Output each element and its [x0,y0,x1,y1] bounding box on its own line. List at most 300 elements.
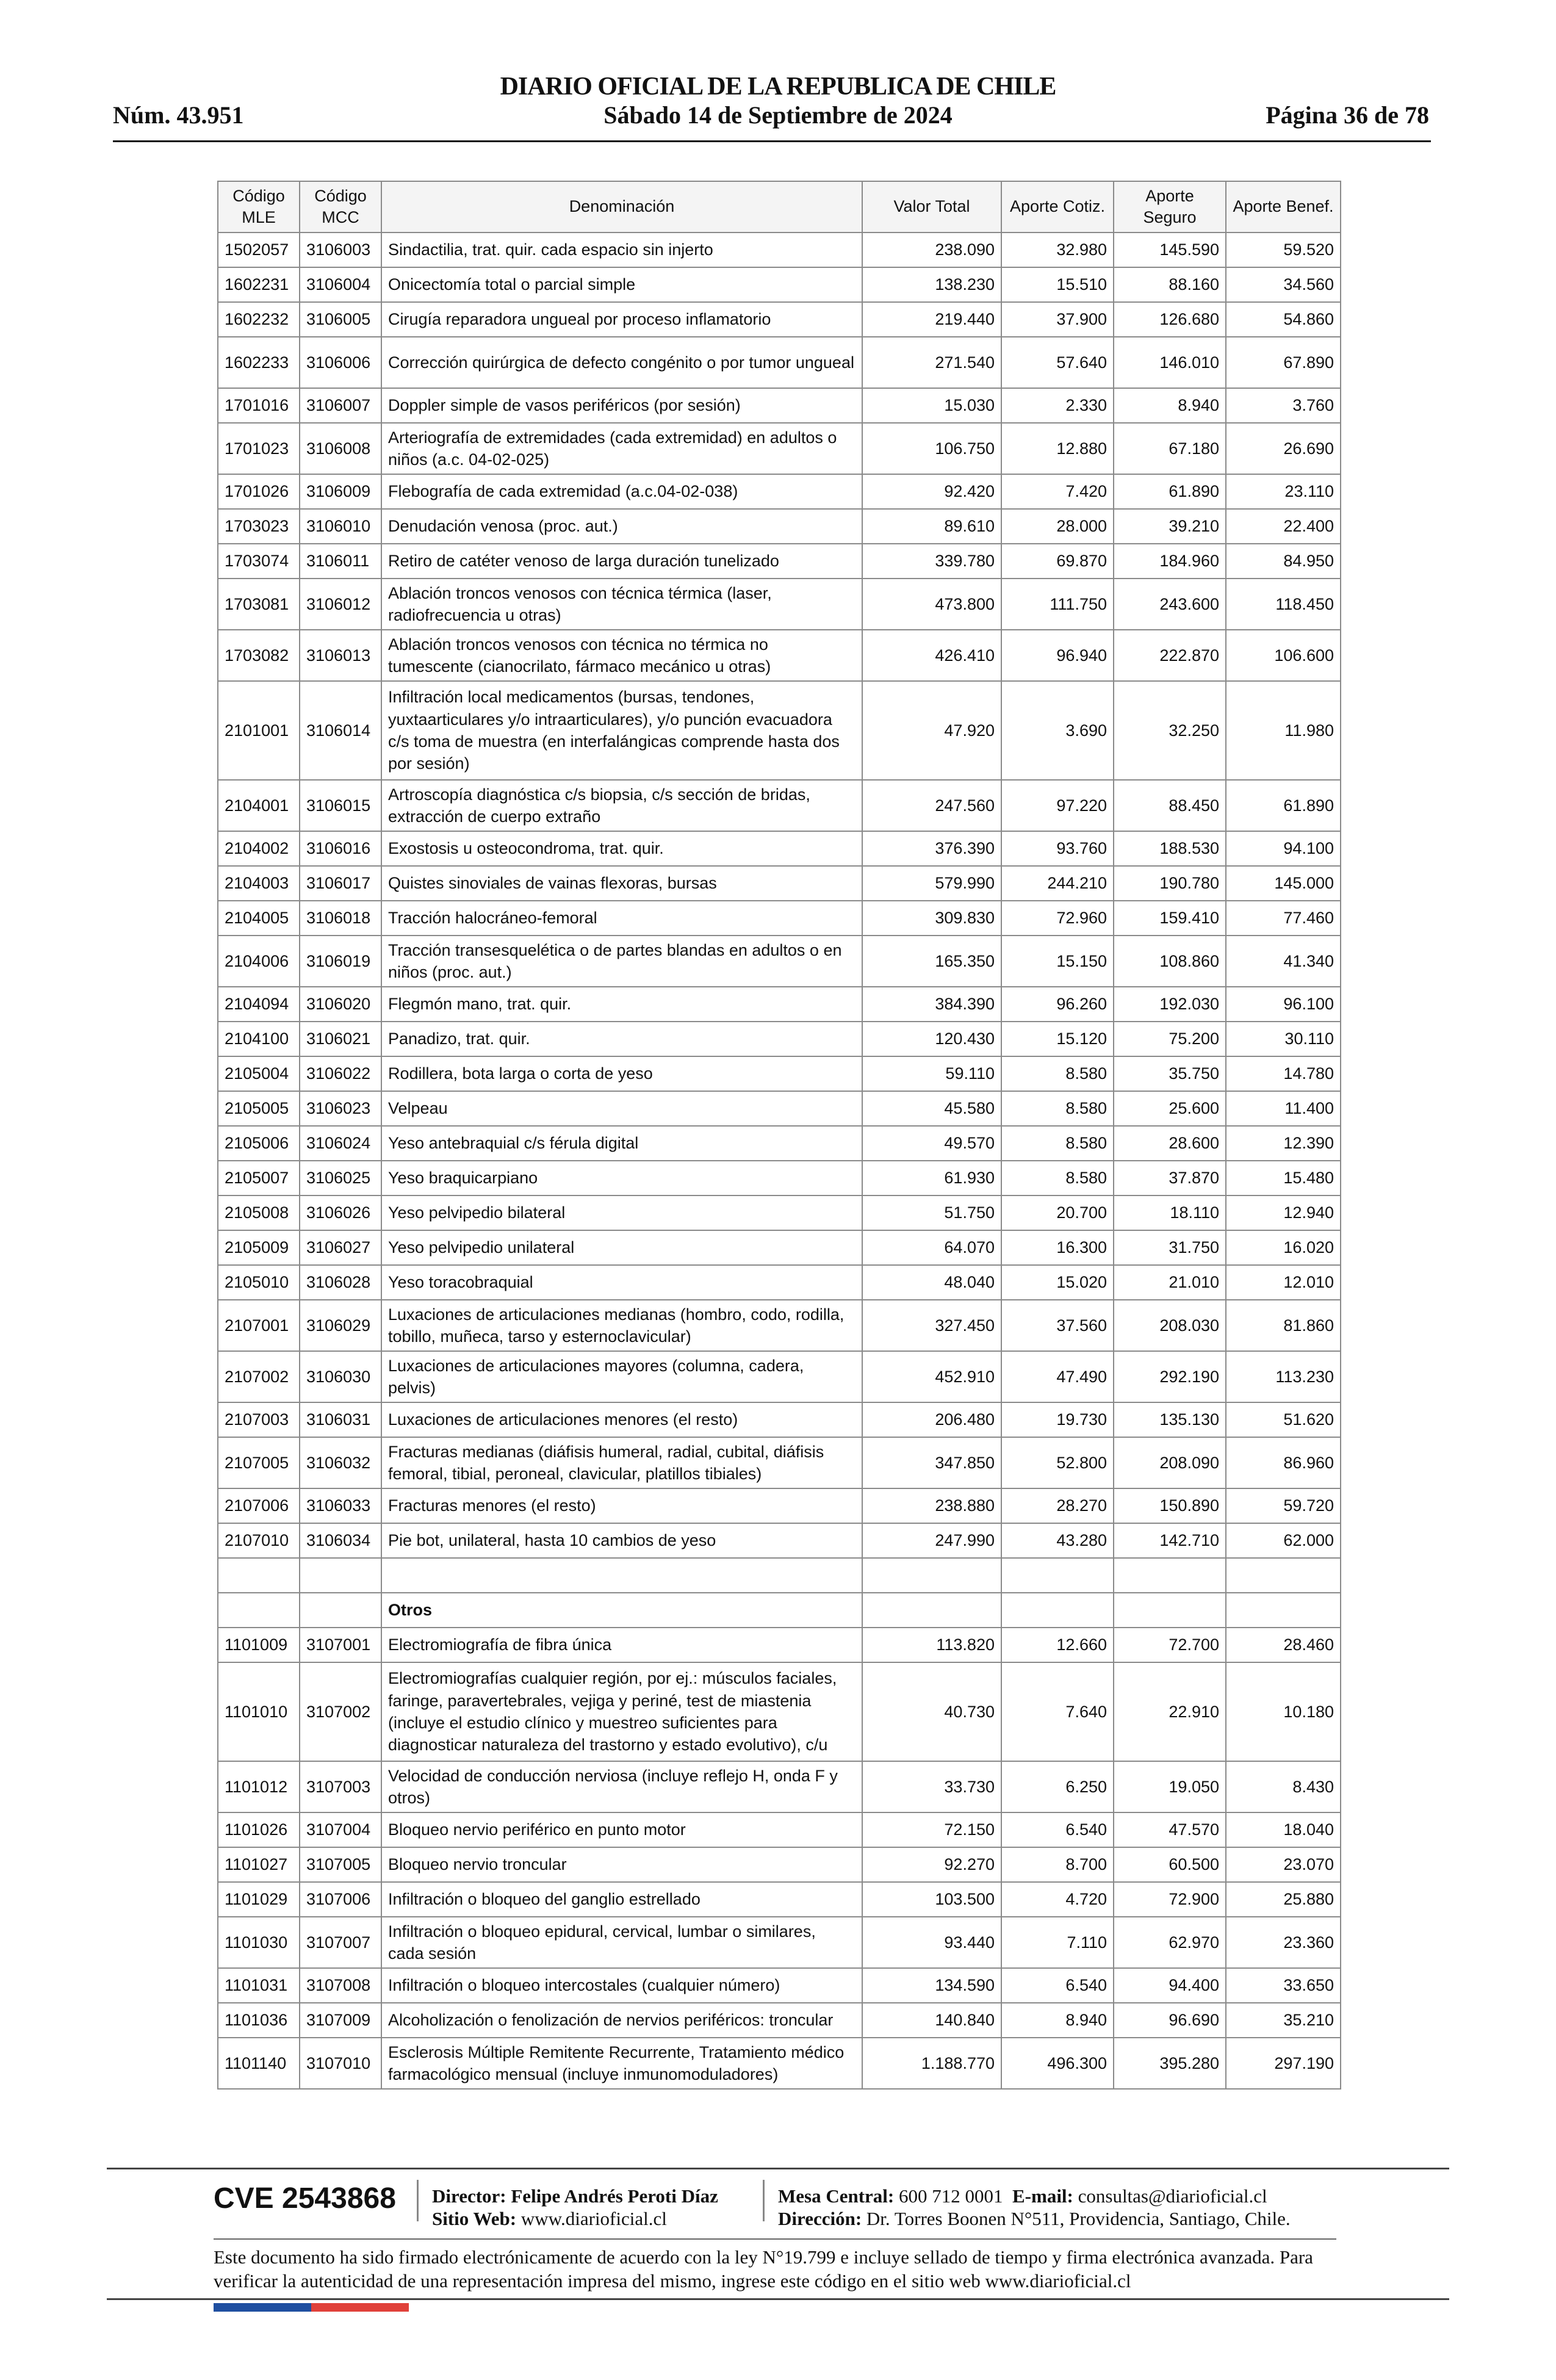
cell-benef: 106.600 [1226,630,1341,681]
cell-denomination: Pie bot, unilateral, hasta 10 cambios de yeso [381,1523,862,1558]
cell-cotiz: 8.940 [1001,2003,1114,2038]
cell-cotiz: 16.300 [1001,1230,1114,1265]
cell-denomination: Ablación troncos venosos con técnica térmica (laser, radiofrecuencia u otras) [381,579,862,630]
table-row [218,2003,1341,2038]
cell-cotiz: 6.250 [1001,1761,1114,1812]
cell-code-mle: 2105004 [218,1056,300,1091]
cell-denomination: Infiltración o bloqueo intercostales (cualquier número) [381,1968,862,2003]
cell-benef: 59.520 [1226,233,1341,267]
table-row [218,544,1341,579]
cell-seguro: 37.870 [1114,1161,1226,1195]
cell-seguro: 8.940 [1114,388,1226,423]
cell-code-mle: 2107003 [218,1402,300,1437]
cell-total: 61.930 [862,1161,1001,1195]
cell-denomination: Yeso braquicarpiano [381,1161,862,1195]
cell-seguro: 146.010 [1114,337,1226,388]
footer-director-block [432,2185,718,2230]
table-row [218,1662,1341,1761]
cell-code-mcc: 3106026 [300,1195,381,1230]
cell-total: 473.800 [862,579,1001,630]
table-row [218,1847,1341,1882]
col-header-cotiz: Aporte Cotiz. [1001,181,1114,233]
cell-denomination: Esclerosis Múltiple Remitente Recurrente, Tratamiento médico farmacológico mensual (incluye inmunomoduladores) [381,2038,862,2089]
cell-code-mcc: 3106013 [300,630,381,681]
cell-code-mle: 1101030 [218,1917,300,1968]
cell-seguro: 19.050 [1114,1761,1226,1812]
cell-total: 452.910 [862,1351,1001,1402]
cell-cotiz: 15.150 [1001,936,1114,987]
cell-denomination: Cirugía reparadora ungueal por proceso inflamatorio [381,302,862,337]
address-label: Dirección: [778,2208,862,2230]
cell-code-mcc [300,1558,381,1593]
cell-benef: 62.000 [1226,1523,1341,1558]
cell-denomination: Bloqueo nervio troncular [381,1847,862,1882]
cell-code-mle: 2104094 [218,987,300,1022]
table-row [218,1882,1341,1917]
cell-code-mcc: 3106009 [300,474,381,509]
footer-divider-bottom [107,2298,1449,2300]
cell-total: 106.750 [862,423,1001,474]
cell-total: 92.420 [862,474,1001,509]
cell-cotiz: 2.330 [1001,388,1114,423]
cell-code-mcc: 3106031 [300,1402,381,1437]
cell-total [862,1558,1001,1593]
cell-seguro: 39.210 [1114,509,1226,544]
cell-cotiz: 72.960 [1001,901,1114,936]
cell-seguro: 96.690 [1114,2003,1226,2038]
cell-cotiz: 7.640 [1001,1662,1114,1761]
cell-total: 327.450 [862,1300,1001,1351]
cell-denomination: Onicectomía total o parcial simple [381,267,862,302]
cell-code-mcc: 3107001 [300,1628,381,1662]
cell-code-mcc: 3107002 [300,1662,381,1761]
table-row [218,1091,1341,1126]
cell-benef: 51.620 [1226,1402,1341,1437]
cell-total: 219.440 [862,302,1001,337]
cell-code-mcc: 3106032 [300,1437,381,1488]
cell-denomination: Electromiografía de fibra única [381,1628,862,1662]
cell-seguro: 159.410 [1114,901,1226,936]
cell-denomination: Velpeau [381,1091,862,1126]
cell-benef: 113.230 [1226,1351,1341,1402]
cell-seguro: 72.900 [1114,1882,1226,1917]
cell-total: 138.230 [862,267,1001,302]
col-header-denomination: Denominación [381,181,862,233]
table-row [218,1437,1341,1488]
cell-seguro: 75.200 [1114,1022,1226,1056]
cell-code-mle: 2105007 [218,1161,300,1195]
table-row [218,866,1341,901]
table-row [218,423,1341,474]
cell-code-mcc: 3106016 [300,831,381,866]
cell-code-mle [218,1593,300,1628]
col-header-total: Valor Total [862,181,1001,233]
cell-code-mle: 1701016 [218,388,300,423]
cell-denomination [381,1558,862,1593]
cell-seguro: 145.590 [1114,233,1226,267]
email-label: E-mail: [1012,2185,1073,2207]
cell-denomination: Exostosis u osteocondroma, trat. quir. [381,831,862,866]
cell-benef [1226,1558,1341,1593]
table-row [218,1351,1341,1402]
cell-benef: 16.020 [1226,1230,1341,1265]
cell-benef: 23.360 [1226,1917,1341,1968]
cell-benef: 41.340 [1226,936,1341,987]
cell-code-mcc: 3107009 [300,2003,381,2038]
col-header-code-mcc: Código MCC [300,181,381,233]
cell-benef: 28.460 [1226,1628,1341,1662]
cell-code-mcc: 3106012 [300,579,381,630]
cell-code-mcc [300,1593,381,1628]
cell-benef: 118.450 [1226,579,1341,630]
footer-separator [763,2180,765,2221]
cell-denomination: Retiro de catéter venoso de larga duración tunelizado [381,544,862,579]
header-divider [113,140,1431,142]
cell-cotiz: 93.760 [1001,831,1114,866]
flag-stripe-blue [214,2303,311,2312]
cell-cotiz: 6.540 [1001,1812,1114,1847]
cell-denomination: Sindactilia, trat. quir. cada espacio sin injerto [381,233,862,267]
cell-denomination: Infiltración o bloqueo epidural, cervical, lumbar o similares, cada sesión [381,1917,862,1968]
table-row [218,1523,1341,1558]
cell-seguro: 208.090 [1114,1437,1226,1488]
cell-seguro: 62.970 [1114,1917,1226,1968]
cell-code-mcc: 3106021 [300,1022,381,1056]
cell-denomination: Corrección quirúrgica de defecto congénito o por tumor ungueal [381,337,862,388]
cell-seguro: 18.110 [1114,1195,1226,1230]
cell-denomination: Luxaciones de articulaciones menores (el resto) [381,1402,862,1437]
cell-total: 247.560 [862,780,1001,831]
flag-stripe-red [311,2303,409,2312]
cell-total: 47.920 [862,681,1001,780]
cell-benef: 23.070 [1226,1847,1341,1882]
cell-total: 206.480 [862,1402,1001,1437]
page-header [0,0,1556,146]
cell-cotiz: 28.270 [1001,1488,1114,1523]
cell-code-mle: 1101140 [218,2038,300,2089]
email-link[interactable]: consultas@diarioficial.cl [1078,2185,1267,2207]
footer-separator [417,2180,419,2221]
phone-label: Mesa Central: [778,2185,895,2207]
cell-seguro: 72.700 [1114,1628,1226,1662]
table-row [218,302,1341,337]
issue-number: Núm. 43.951 [113,101,244,129]
cell-total: 384.390 [862,987,1001,1022]
cell-total: 347.850 [862,1437,1001,1488]
cell-total: 140.840 [862,2003,1001,2038]
cell-code-mcc: 3107008 [300,1968,381,2003]
cell-denomination: Fracturas medianas (diáfisis humeral, radial, cubital, diáfisis femoral, tibial, peroneal, clavicular, platillos tibiales) [381,1437,862,1488]
issue-date: Sábado 14 de Septiembre de 2024 [603,101,953,129]
cell-seguro: 135.130 [1114,1402,1226,1437]
cell-cotiz: 37.900 [1001,302,1114,337]
cell-code-mle: 1602232 [218,302,300,337]
cell-code-mcc: 3106027 [300,1230,381,1265]
cell-cotiz: 57.640 [1001,337,1114,388]
table-row [218,1161,1341,1195]
cell-code-mcc: 3106008 [300,423,381,474]
cell-cotiz: 6.540 [1001,1968,1114,2003]
cell-code-mle: 2104003 [218,866,300,901]
table-row [218,1917,1341,1968]
cell-cotiz: 28.000 [1001,509,1114,544]
table-header-row [218,181,1341,233]
cell-denomination: Infiltración o bloqueo del ganglio estrellado [381,1882,862,1917]
cell-code-mle: 2107002 [218,1351,300,1402]
cell-cotiz: 7.110 [1001,1917,1114,1968]
cell-seguro: 94.400 [1114,1968,1226,2003]
cell-total: 238.880 [862,1488,1001,1523]
cell-denomination: Yeso pelvipedio unilateral [381,1230,862,1265]
cell-seguro: 192.030 [1114,987,1226,1022]
cell-benef: 34.560 [1226,267,1341,302]
cell-total: 376.390 [862,831,1001,866]
cell-code-mle: 1101009 [218,1628,300,1662]
page-number: Página 36 de 78 [1266,101,1429,129]
cell-total: 247.990 [862,1523,1001,1558]
cve-code: CVE 2543868 [214,2182,396,2215]
table-row [218,1230,1341,1265]
cell-denomination: Fracturas menores (el resto) [381,1488,862,1523]
cell-total: 238.090 [862,233,1001,267]
cell-seguro [1114,1593,1226,1628]
cell-code-mle [218,1558,300,1593]
table-row [218,630,1341,681]
cell-code-mcc: 3106014 [300,681,381,780]
cell-cotiz [1001,1593,1114,1628]
cell-cotiz: 20.700 [1001,1195,1114,1230]
cell-seguro: 243.600 [1114,579,1226,630]
table-row [218,267,1341,302]
cell-cotiz: 15.020 [1001,1265,1114,1300]
cell-denomination: Bloqueo nervio periférico en punto motor [381,1812,862,1847]
cell-benef: 145.000 [1226,866,1341,901]
cell-code-mle: 1101026 [218,1812,300,1847]
table-row [218,233,1341,267]
cell-total: 339.780 [862,544,1001,579]
cell-benef: 26.690 [1226,423,1341,474]
table-row [218,579,1341,630]
cell-total [862,1593,1001,1628]
cell-benef: 10.180 [1226,1662,1341,1761]
cell-denomination: Tracción halocráneo-femoral [381,901,862,936]
cell-cotiz: 52.800 [1001,1437,1114,1488]
cell-seguro [1114,1558,1226,1593]
cell-cotiz: 47.490 [1001,1351,1114,1402]
table-row [218,1488,1341,1523]
cell-cotiz: 43.280 [1001,1523,1114,1558]
cell-benef: 67.890 [1226,337,1341,388]
cell-total: 40.730 [862,1662,1001,1761]
cell-denomination: Rodillera, bota larga o corta de yeso [381,1056,862,1091]
cell-code-mcc: 3106005 [300,302,381,337]
col-header-code-mle: Código MLE [218,181,300,233]
cell-code-mcc: 3106023 [300,1091,381,1126]
cell-code-mle: 1101031 [218,1968,300,2003]
cell-benef: 35.210 [1226,2003,1341,2038]
cell-cotiz: 96.940 [1001,630,1114,681]
table-row [218,831,1341,866]
cell-denomination: Electromiografías cualquier región, por ej.: músculos faciales, faringe, paravertebrales, vejiga y periné, test de miastenia (incluye el estudio clínico y muestreo suficientes para diagnosticar naturaleza del trastorno y estado evolutivo), c/u [381,1662,862,1761]
table-row [218,1126,1341,1161]
cell-benef: 86.960 [1226,1437,1341,1488]
cell-cotiz: 8.700 [1001,1847,1114,1882]
cell-benef: 33.650 [1226,1968,1341,2003]
director-label: Director: [432,2185,506,2207]
cell-total: 33.730 [862,1761,1001,1812]
cell-total: 45.580 [862,1091,1001,1126]
cell-benef: 54.860 [1226,302,1341,337]
cell-total: 93.440 [862,1917,1001,1968]
table-row [218,1195,1341,1230]
table-body [218,233,1341,2089]
cell-benef: 12.010 [1226,1265,1341,1300]
website-link[interactable]: www.diarioficial.cl [520,2208,667,2230]
cell-cotiz: 15.120 [1001,1022,1114,1056]
table-row [218,1812,1341,1847]
cell-seguro: 22.910 [1114,1662,1226,1761]
cell-benef: 11.400 [1226,1091,1341,1126]
cell-denomination: Tracción transesquelética o de partes blandas en adultos o en niños (proc. aut.) [381,936,862,987]
cell-seguro: 60.500 [1114,1847,1226,1882]
cell-denomination: Yeso toracobraquial [381,1265,862,1300]
director-name: Felipe Andrés Peroti Díaz [511,2185,718,2207]
table-row [218,1265,1341,1300]
cell-code-mle: 2104001 [218,780,300,831]
table-row [218,901,1341,936]
cell-cotiz: 19.730 [1001,1402,1114,1437]
cell-seguro: 88.450 [1114,780,1226,831]
cell-total: 426.410 [862,630,1001,681]
cell-denomination: Infiltración local medicamentos (bursas, tendones, yuxtaarticulares y/o intraarticulares), y/o punción evacuadora c/s toma de muestra (en interfalángicas comprende hasta dos por sesión) [381,681,862,780]
cell-code-mle: 1703082 [218,630,300,681]
cell-seguro: 28.600 [1114,1126,1226,1161]
cell-code-mle: 2107006 [218,1488,300,1523]
cell-denomination: Arteriografía de extremidades (cada extremidad) en adultos o niños (a.c. 04-02-025) [381,423,862,474]
cell-benef: 81.860 [1226,1300,1341,1351]
cell-code-mcc: 3106003 [300,233,381,267]
cell-code-mcc: 3106022 [300,1056,381,1091]
cell-benef: 18.040 [1226,1812,1341,1847]
cell-benef: 11.980 [1226,681,1341,780]
cell-cotiz: 8.580 [1001,1126,1114,1161]
cell-seguro: 88.160 [1114,267,1226,302]
newspaper-title: DIARIO OFICIAL DE LA REPUBLICA DE CHILE [500,73,1056,101]
cell-code-mcc: 3107003 [300,1761,381,1812]
cell-cotiz: 12.660 [1001,1628,1114,1662]
cell-cotiz: 244.210 [1001,866,1114,901]
cell-denomination: Panadizo, trat. quir. [381,1022,862,1056]
cell-cotiz: 96.260 [1001,987,1114,1022]
cell-code-mle: 1101010 [218,1662,300,1761]
cell-code-mcc: 3106007 [300,388,381,423]
cell-seguro: 292.190 [1114,1351,1226,1402]
cell-benef [1226,1593,1341,1628]
cell-code-mcc: 3106025 [300,1161,381,1195]
cell-code-mcc: 3106034 [300,1523,381,1558]
cell-total: 64.070 [862,1230,1001,1265]
cell-cotiz: 3.690 [1001,681,1114,780]
cell-benef: 3.760 [1226,388,1341,423]
table-row [218,780,1341,831]
fee-table [217,181,1341,2090]
cell-code-mle: 2105009 [218,1230,300,1265]
footer-divider-middle [214,2238,1336,2240]
cell-denomination: Yeso antebraquial c/s férula digital [381,1126,862,1161]
col-header-benef: Aporte Benef. [1226,181,1341,233]
cell-cotiz: 8.580 [1001,1056,1114,1091]
cell-benef: 8.430 [1226,1761,1341,1812]
cell-denomination: Doppler simple de vasos periféricos (por sesión) [381,388,862,423]
cell-total: 51.750 [862,1195,1001,1230]
legal-notice: Este documento ha sido firmado electrónicamente de acuerdo con la ley N°19.799 e incluye sellado de tiempo y firma electrónica avanzada. Para verificar la autenticidad de una representación impresa del mismo, ingrese este código en el sitio web www.diarioficial.cl [214,2246,1313,2292]
cell-code-mle: 1701026 [218,474,300,509]
cell-seguro: 32.250 [1114,681,1226,780]
cell-total: 120.430 [862,1022,1001,1056]
footer-contact-block [778,2185,1291,2230]
cell-code-mle: 1602233 [218,337,300,388]
address-text: Dr. Torres Boonen N°511, Providencia, Santiago, Chile. [866,2208,1291,2230]
phone-number: 600 712 0001 [899,2185,1003,2207]
cell-code-mcc: 3106029 [300,1300,381,1351]
cell-code-mcc: 3106020 [300,987,381,1022]
cell-cotiz: 496.300 [1001,2038,1114,2089]
table-row [218,1056,1341,1091]
cell-seguro: 188.530 [1114,831,1226,866]
table-row [218,681,1341,780]
table-row [218,1761,1341,1812]
cell-benef: 23.110 [1226,474,1341,509]
website-label: Sitio Web: [432,2208,517,2230]
cell-code-mcc: 3107010 [300,2038,381,2089]
cell-total: 165.350 [862,936,1001,987]
cell-benef: 30.110 [1226,1022,1341,1056]
table-row [218,987,1341,1022]
cell-code-mcc: 3106030 [300,1351,381,1402]
col-header-seguro: Aporte Seguro [1114,181,1226,233]
cell-benef: 12.940 [1226,1195,1341,1230]
cell-cotiz [1001,1558,1114,1593]
cell-benef: 12.390 [1226,1126,1341,1161]
cell-code-mcc: 3106017 [300,866,381,901]
cell-denomination: Quistes sinoviales de vainas flexoras, bursas [381,866,862,901]
cell-denomination: Denudación venosa (proc. aut.) [381,509,862,544]
cell-seguro: 184.960 [1114,544,1226,579]
cell-code-mcc: 3106004 [300,267,381,302]
cell-total: 48.040 [862,1265,1001,1300]
cell-seguro: 61.890 [1114,474,1226,509]
cell-denomination: Flebografía de cada extremidad (a.c.04-02-038) [381,474,862,509]
table-row [218,936,1341,987]
cell-total: 134.590 [862,1968,1001,2003]
cell-benef: 25.880 [1226,1882,1341,1917]
cell-benef: 77.460 [1226,901,1341,936]
table-row [218,1593,1341,1628]
table-row [218,509,1341,544]
cell-code-mcc: 3107005 [300,1847,381,1882]
cell-seguro: 21.010 [1114,1265,1226,1300]
cell-denomination: Yeso pelvipedio bilateral [381,1195,862,1230]
cell-code-mle: 2104006 [218,936,300,987]
cell-code-mle: 1101027 [218,1847,300,1882]
cell-total: 579.990 [862,866,1001,901]
table-row [218,1402,1341,1437]
cell-seguro: 35.750 [1114,1056,1226,1091]
table-row [218,1300,1341,1351]
cell-code-mle: 1703081 [218,579,300,630]
cell-cotiz: 97.220 [1001,780,1114,831]
cell-code-mcc: 3107004 [300,1812,381,1847]
